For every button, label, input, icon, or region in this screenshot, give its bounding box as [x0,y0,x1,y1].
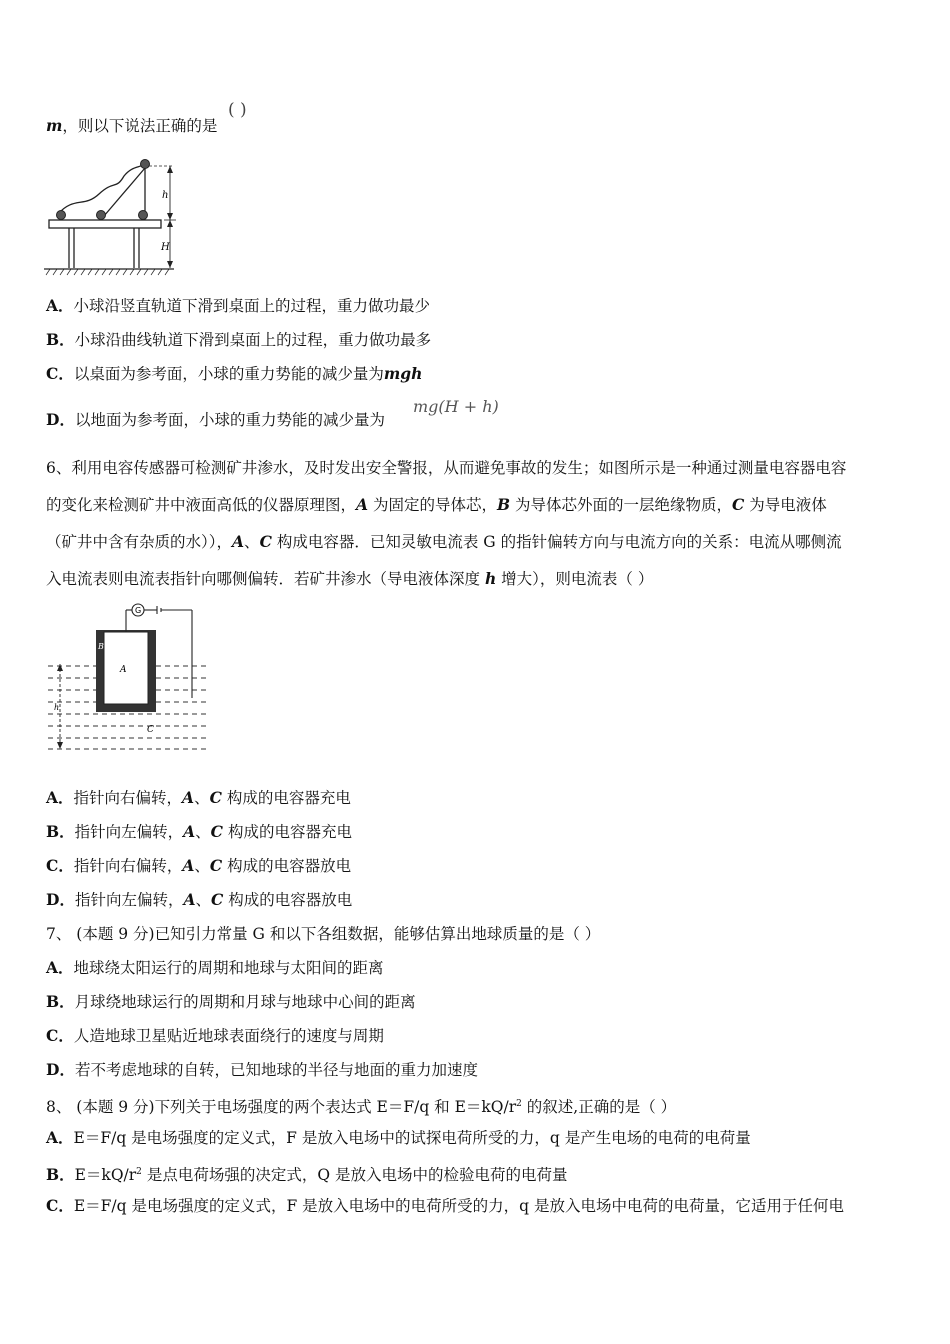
q6-fig-label-A: A [120,665,127,675]
q6-line-3: （矿井中含有杂质的水）），A、C 构成电容器．已知灵敏电流表 G 的指针偏转方向与电流方向的关系：电流从哪侧流 [46,532,842,551]
q6-option-c: C．指针向右偏转，A、C 构成的电容器放电 [46,856,352,875]
q5-stem-text: ，则以下说法正确的是 [62,117,218,135]
q5-option-b: B．小球沿曲线轨道下滑到桌面上的过程，重力做功最多 [46,330,432,349]
q7-option-b: B．月球绕地球运行的周期和月球与地球中心间的距离 [46,992,416,1011]
q8-stem: 8、 (本题 9 分)下列关于电场强度的两个表达式 E＝F/q 和 $E=kQ/r^2$ 的叙述,正确的是（ ） [46,1098,677,1117]
q7-option-d: D．若不考虑地球的自转，已知地球的半径与地面的重力加速度 [46,1060,478,1079]
q5-stem [46,116,217,136]
q6-fig-label-B: B [98,642,104,651]
q6-fig-label-G: G [135,606,142,615]
q6-line-2: 的变化来检测矿井中液面高低的仪器原理图，A 为固定的导体芯，B 为导体芯外面的一层绝缘物质，C 为导电液体 [46,495,827,514]
q6-fig-label-h: h [54,703,60,712]
q5-fig-label-h: h [162,190,169,201]
q6-fig-label-C: C [147,725,154,735]
q8-option-b: B．$E=kQ/r^2$ 是点电荷场强的决定式，Q 是放入电场中的检验电荷的电荷量 [46,1165,568,1185]
q5-option-d: D．以地面为参考面，小球的重力势能的减少量为 [46,410,385,429]
q7-stem: 7、 (本题 9 分)已知引力常量 G 和以下各组数据，能够估算出地球质量的是（ ） [46,925,601,943]
q6-line-4: 入电流表则电流表指针向哪侧偏转．若矿井渗水（导电液体深度 h 增大），则电流表（ ） [46,569,654,588]
q7-option-a: A．地球绕太阳运行的周期和地球与太阳间的距离 [46,958,384,977]
q5-option-c-math: mgh [383,364,423,383]
q5-option-a: A．小球沿竖直轨道下滑到桌面上的过程，重力做功最少 [46,296,431,315]
q6-option-d: D．指针向左偏转，A、C 构成的电容器放电 [46,890,353,909]
q7-option-c: C．人造地球卫星贴近地球表面绕行的速度与周期 [46,1026,384,1045]
q5-stem-var: m [46,116,63,135]
q5-fig-label-H: H [161,242,170,253]
q6-line-1: 6、利用电容传感器可检测矿井渗水，及时发出安全警报，从而避免事故的发生；如图所示是一种通过测量电容器电容 [46,459,847,477]
q5-answer-paren: ( ) [228,100,247,120]
q5-option-d-math: mg(H + h) [413,397,499,416]
q5-option-c: C．以桌面为参考面，小球的重力势能的减少量为mgh [46,364,423,383]
q5-figure [44,156,184,276]
q8-option-c: C．E＝F/q 是电场强度的定义式，F 是放入电场中的电荷所受的力，q 是放入电场中电荷的电荷量，它适用于任何电 [46,1196,845,1215]
q6-option-b: B．指针向左偏转，A、C 构成的电容器充电 [46,822,352,841]
q6-figure [44,602,214,752]
q8-option-a: A．E＝F/q 是电场强度的定义式，F 是放入电场中的试探电荷所受的力，q 是产生电场的电荷的电荷量 [46,1128,751,1147]
q6-option-a: A．指针向右偏转，A、C 构成的电容器充电 [46,788,351,807]
